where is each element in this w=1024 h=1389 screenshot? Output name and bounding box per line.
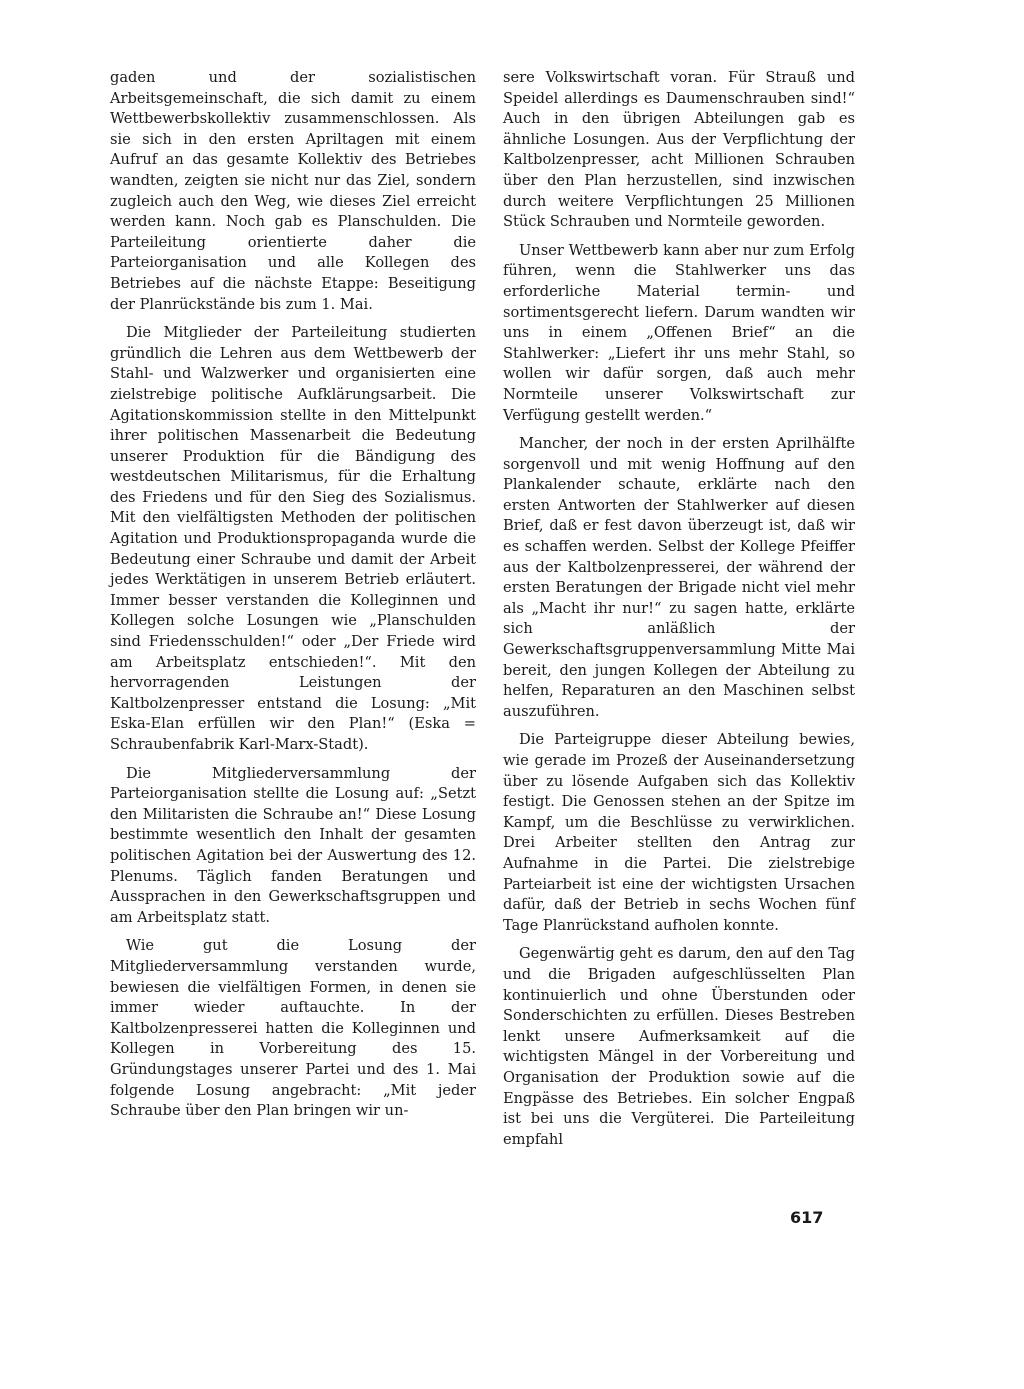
paragraph: Die Mitgliederversammlung der Parteiorganisation stellte die Losung auf: „Setzt den Militaristen die Schraube an!“ Diese Losung bestimmte wesentlich den Inhalt der gesamten politischen Agitation bei der Auswertung des 12. Plenums. Täglich fanden Beratungen und Aussprachen in den Gewerkschaftsgruppen und am Arbeitsplatz statt.: [110, 764, 476, 926]
left-column: [110, 68, 476, 1130]
paragraph: Wie gut die Losung der Mitgliederversammlung verstanden wurde, bewiesen die vielfältigen Formen, in denen sie immer wieder auftauchte. In der Kaltbolzenpresserei hatten die Kolleginnen und Kollegen in Vorbereitung des 15. Gründungstages unserer Partei und des 1. Mai folgende Losung angebracht: „Mit jeder Schraube über den Plan bringen wir un-: [110, 937, 476, 1120]
right-column: [503, 68, 855, 1158]
page-number: 617: [790, 1208, 824, 1227]
paragraph: Unser Wettbewerb kann aber nur zum Erfolg führen, wenn die Stahlwerker uns das erforderliche Material termin- und sortimentsgerecht liefern. Darum wandten wir uns in einem „Offenen Brief“ an die Stahlwerker: „Liefert ihr uns mehr Stahl, so wollen wir dafür sorgen, daß auch mehr Normteile unserer Volkswirtschaft zur Verfügung gestellt werden.“: [503, 241, 855, 424]
paragraph: Mancher, der noch in der ersten Aprilhälfte sorgenvoll und mit wenig Hoffnung auf den Plankalender schaute, erklärte nach den ersten Antworten der Stahlwerker auf diesen Brief, daß er fest davon überzeugt ist, daß wir es schaffen werden. Selbst der Kollege Pfeiffer aus der Kaltbolzenpresserei, der während der ersten Beratungen der Brigade nicht viel mehr als „Macht ihr nur!“ zu sagen hatte, erklärte sich anläßlich der Gewerkschaftsgruppenversammlung Mitte Mai bereit, den jungen Kollegen der Abteilung zu helfen, Reparaturen an den Maschinen selbst auszuführen.: [503, 435, 855, 720]
paragraph: Die Parteigruppe dieser Abteilung bewies, wie gerade im Prozeß der Auseinandersetzung über zu lösende Aufgaben sich das Kollektiv festigt. Die Genossen stehen an der Spitze im Kampf, um die Beschlüsse zu verwirklichen. Drei Arbeiter stellten den Antrag zur Aufnahme in die Partei. Die zielstrebige Parteiarbeit ist eine der wichtigsten Ursachen dafür, daß der Betrieb in sechs Wochen fünf Tage Planrückstand aufholen konnte.: [503, 731, 855, 934]
paragraph: sere Volkswirtschaft voran. Für Strauß und Speidel allerdings es Daumenschrauben sind!“ Auch in den übrigen Abteilungen gab es ähnliche Losungen. Aus der Verpflichtung der Kaltbolzenpresser, acht Millionen Schrauben über den Plan herzustellen, sind inzwischen durch weitere Verpflichtungen 25 Millionen Stück Schrauben und Normteile geworden.: [503, 69, 855, 231]
paragraph: Gegenwärtig geht es darum, den auf den Tag und die Brigaden aufgeschlüsselten Plan kontinuierlich und ohne Überstunden oder Sonderschichten zu erfüllen. Dieses Bestreben lenkt unsere Aufmerksamkeit auf die wichtigsten Mängel in der Vorbereitung und Organisation der Produktion sowie auf die Engpässe des Betriebes. Ein solcher Engpaß ist bei uns die Vergüterei. Die Parteileitung empfahl: [503, 945, 855, 1148]
paragraph: Die Mitglieder der Parteileitung studierten gründlich die Lehren aus dem Wettbewerb der Stahl- und Walzwerker und organisierten eine zielstrebige politische Aufklärungsarbeit. Die Agitationskommission stellte in den Mittelpunkt ihrer politischen Massenarbeit die Bedeutung unserer Produktion für die Bändigung des westdeutschen Militarismus, für die Erhaltung des Friedens und für den Sieg des Sozialismus. Mit den vielfältigsten Methoden der politischen Agitation und Produktionspropaganda wurde die Bedeutung einer Schraube und damit der Arbeit jedes Werktätigen in unserem Betrieb erläutert. Immer besser verstanden die Kolleginnen und Kollegen solche Losungen wie „Planschulden sind Friedensschulden!“ oder „Der Friede wird am Arbeitsplatz entschieden!“. Mit den hervorragenden Leistungen der Kaltbolzenpresser entstand die Losung: „Mit Eska-Elan erfüllen wir den Plan!“ (Eska = Schraubenfabrik Karl-Marx-Stadt).: [110, 324, 476, 753]
paragraph: gaden und der sozialistischen Arbeitsgemeinschaft, die sich damit zu einem Wettbewerbskollektiv zusammenschlossen. Als sie sich in den ersten Apriltagen mit einem Aufruf an das gesamte Kollektiv des Betriebes wandten, zeigten sie nicht nur das Ziel, sondern zugleich auch den Weg, wie dieses Ziel erreicht werden kann. Noch gab es Planschulden. Die Parteileitung orientierte daher die Parteiorganisation und alle Kollegen des Betriebes auf die nächste Etappe: Beseitigung der Planrückstände bis zum 1. Mai.: [110, 69, 476, 313]
